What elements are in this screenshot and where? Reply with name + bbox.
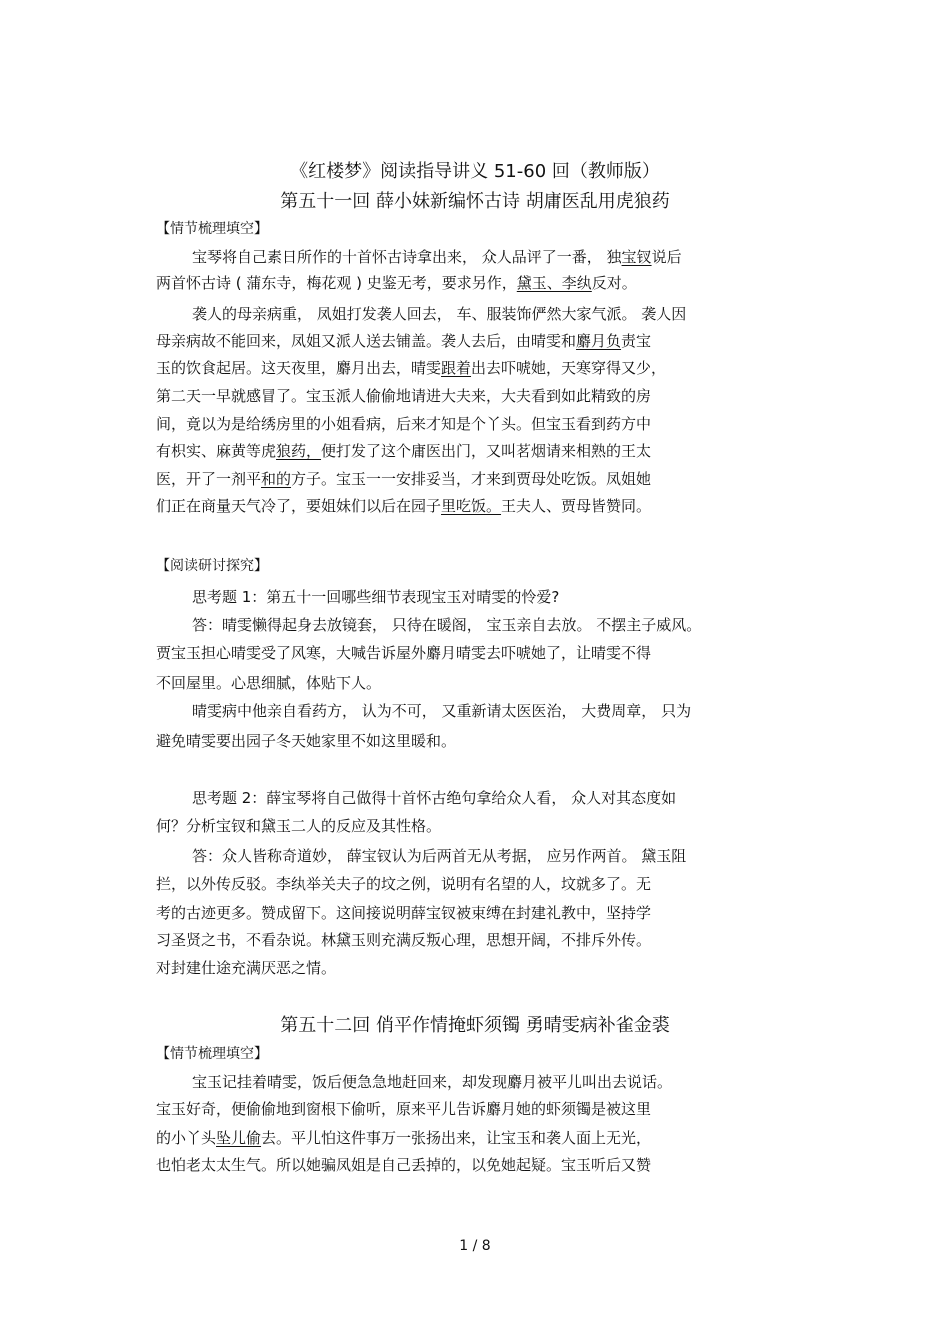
answer-2-line4: 习圣贤之书，不看杂说。林黛玉则充满反叛心理，思想开阔，不排斥外传。 <box>156 931 652 949</box>
blank-answer: 宝钗 <box>621 248 652 266</box>
page-number: 1 / 8 <box>459 1238 491 1254</box>
answer-1-line2: 贾宝玉担心晴雯受了风寒，大喊告诉屋外麝月晴雯去吓唬她了，让晴雯不得 <box>156 644 652 662</box>
question-1: 思考题 1：第五十一回哪些细节表现宝玉对晴雯的怜爱? <box>192 588 560 606</box>
blank-answer: 和的 <box>261 470 292 488</box>
ch51-p2-line8: 们正在商量天气冷了，要姐妹们以后在园子里吃饭。王夫人、贾母皆赞同。 <box>156 497 652 515</box>
blank-answer: 坠儿偷 <box>216 1129 262 1147</box>
blank-answer: 跟着 <box>441 359 472 377</box>
ch51-p2-line1: 袭人的母亲病重， 凤姐打发袭人回去， 车、服装饰俨然大家气派。 袭人因 <box>192 305 687 323</box>
study-section-header: 【阅读研讨探究】 <box>156 558 268 574</box>
chapter-51-heading: 第五十一回 薛小妹新编怀古诗 胡庸医乱用虎狼药 <box>280 191 670 212</box>
ch52-line4: 也怕老太太生气。所以她骗凤姐是自己丢掉的，以免她起疑。宝玉听后又赞 <box>156 1156 652 1174</box>
answer-1-line3: 不回屋里。心思细腻，体贴下人。 <box>156 674 382 692</box>
ch51-p2-line3: 玉的饮食起居。这天夜里，麝月出去，晴雯跟着出去吓唬她，天寒穿得又少， <box>156 359 667 377</box>
ch51-p2-line6: 有枳实、麻黄等虎狼药，便打发了这个庸医出门，又叫茗烟请来相熟的王太 <box>156 442 652 460</box>
question-2-line1: 思考题 2：薛宝琴将自己做得十首怀古绝句拿给众人看， 众人对其态度如 <box>192 789 677 807</box>
plot-section-header: 【情节梳理填空】 <box>156 221 268 237</box>
blank-answer: 里吃饭。 <box>441 497 502 515</box>
question-2-line2: 何？分析宝钗和黛玉二人的反应及其性格。 <box>156 817 442 835</box>
blank-answer: 黛玉、李纨 <box>516 274 592 292</box>
ch52-line2: 宝玉好奇，便偷偷地到窗根下偷听，原来平儿告诉麝月她的虾须镯是被这里 <box>156 1100 652 1118</box>
answer-1-line4: 晴雯病中他亲自看药方， 认为不可， 又重新请太医医治， 大费周章， 只为 <box>192 702 692 720</box>
blank-answer: 麝月负 <box>576 332 622 350</box>
answer-2-line2: 拦，以外传反驳。李纨举关夫子的坟之例，说明有名望的人，坟就多了。无 <box>156 875 652 893</box>
blank-answer: 狼药， <box>276 442 322 460</box>
answer-2-line5: 对封建仕途充满厌恶之情。 <box>156 959 337 977</box>
answer-2-line1: 答：众人皆称奇道妙， 薛宝钗认为后两首无从考据， 应另作两首。 黛玉阻 <box>192 847 687 865</box>
answer-1-line1: 答：晴雯懒得起身去放镜套， 只待在暖阁， 宝玉亲自去放。 不摆主子威风。 <box>192 616 702 634</box>
document-title: 《红楼梦》阅读指导讲义 51-60 回（教师版） <box>290 161 660 182</box>
ch52-line3: 的小丫头坠儿偷去。平儿怕这件事万一张扬出来，让宝玉和袭人面上无光， <box>156 1129 652 1147</box>
answer-2-line3: 考的古迹更多。赞成留下。这间接说明薛宝钗被束缚在封建礼教中，坚持学 <box>156 904 652 922</box>
ch51-p2-line5: 间，竟以为是给绣房里的小姐看病，后来才知是个丫头。但宝玉看到药方中 <box>156 415 652 433</box>
plot-section-header-52: 【情节梳理填空】 <box>156 1046 268 1062</box>
chapter-52-heading: 第五十二回 俏平作情掩虾须镯 勇晴雯病补雀金裘 <box>280 1015 670 1036</box>
answer-1-line5: 避免晴雯要出园子冬天她家里不如这里暖和。 <box>156 732 457 750</box>
ch51-p2-line2: 母亲病故不能回来，凤姐又派人送去铺盖。袭人去后，由晴雯和麝月负责宝 <box>156 332 652 350</box>
ch51-p2-line7: 医，开了一剂平和的方子。宝玉一一安排妥当，才来到贾母处吃饭。凤姐她 <box>156 470 652 488</box>
ch52-line1: 宝玉记挂着晴雯，饭后便急急地赶回来，却发现麝月被平儿叫出去说话。 <box>192 1073 673 1091</box>
ch51-p2-line4: 第二天一早就感冒了。宝玉派人偷偷地请进大夫来，大夫看到如此精致的房 <box>156 387 652 405</box>
ch51-p1-line1: 宝琴将自己素日所作的十首怀古诗拿出来， 众人品评了一番， 独宝钗说后 <box>192 248 682 266</box>
ch51-p1-line2: 两首怀古诗 ( 蒲东寺，梅花观 ) 史鉴无考，要求另作，黛玉、李纨反对。 <box>156 274 637 292</box>
